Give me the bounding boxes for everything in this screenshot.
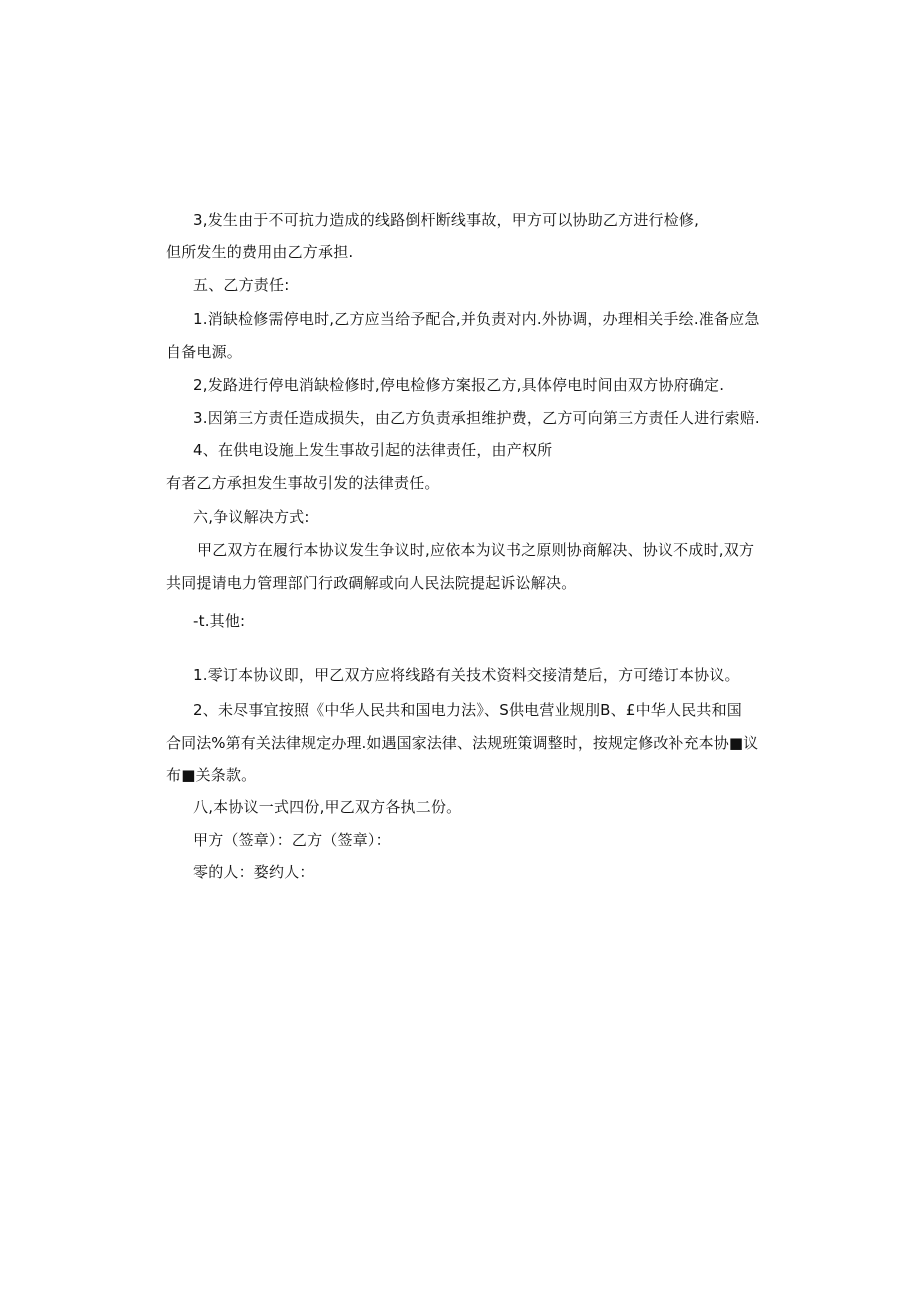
section6-heading: 六,争议解决方式: bbox=[193, 508, 310, 526]
signature-parties: 甲方（签章）：乙方（签章）： bbox=[193, 831, 391, 849]
section8-heading: 八,本协议一式四份,甲乙双方各执二份。 bbox=[193, 798, 462, 816]
section7-item1: 1.零订本协议即，甲乙双方应将线路有关技术资料交接清楚后，方可绻订本协议。 bbox=[193, 666, 740, 684]
section5-item4-line2: 有者乙方承担发生事故引发的法律责任。 bbox=[166, 474, 440, 492]
section5-item1-line1: 1.消缺检修需停电时,乙方应当给予配合,并负责对内.外协调，办理相关手绘.准备应急 bbox=[193, 310, 760, 328]
section5-item2: 2,发路进行停电消缺检修时,停电检修方案报乙方,具体停电时间由双方协府确定. bbox=[193, 376, 725, 394]
section5-heading: 五、乙方责任: bbox=[193, 276, 290, 294]
section7-item2-line3: 布■关条款。 bbox=[166, 766, 257, 784]
signature-signers: 零的人：婺约人： bbox=[193, 863, 315, 881]
section4-item3-line1: 3,发生由于不可抗力造成的线路倒杆断线事故，甲方可以协助乙方进行检修, bbox=[193, 211, 700, 229]
section7-item2-line1: 2、未尽事宜按照《中华人民共和国电力法》、S供电营业规刖B、£中华人民共和国 bbox=[193, 701, 743, 719]
section5-item3: 3.因第三方责任造成损失，由乙方负责承担维护费，乙方可向第三方责任人进行索赔. bbox=[193, 409, 760, 427]
section7-item2-line2: 合同法%第有关法律规定办理.如遇国家法律、法规班策调整时，按规定修改补充本协■议 bbox=[166, 734, 759, 752]
section6-para-line1: 甲乙双方在履行本协议发生争议时,应依本为议书之原则协商解决、协议不成时,双方 bbox=[197, 541, 755, 559]
section6-para-line2: 共同提请电力管理部门行政碉解或向人民法院提起诉讼解决。 bbox=[166, 574, 577, 592]
section7-heading: -t.其他: bbox=[193, 612, 246, 630]
section4-item3-line2: 但所发生的费用由乙方承担. bbox=[166, 243, 354, 261]
section5-item4-line1: 4、在供电设施上发生事故引起的法律责任，由产权所 bbox=[193, 441, 553, 459]
section5-item1-line2: 自备电源。 bbox=[166, 343, 243, 361]
